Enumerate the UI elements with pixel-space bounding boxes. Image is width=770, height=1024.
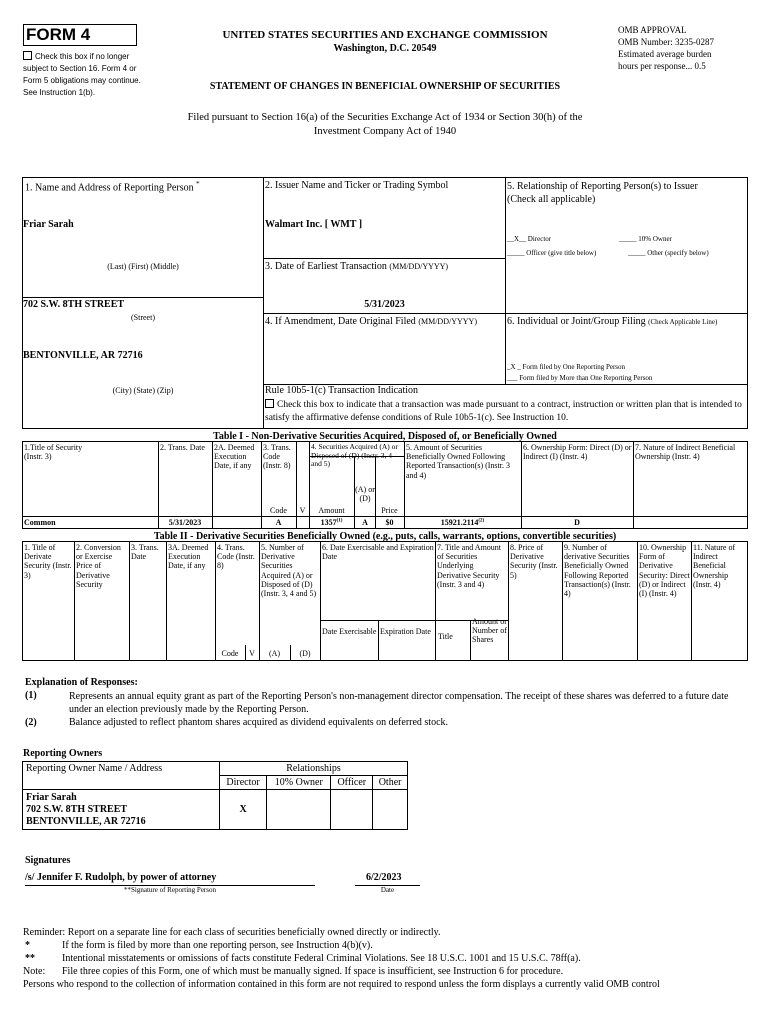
col-divider-2 (505, 177, 506, 384)
ro-col-officer: Officer (331, 776, 373, 790)
t1-sub-v: V (299, 506, 306, 515)
t1-row-date: 5/31/2023 (168, 518, 202, 527)
reporting-person-street: 702 S.W. 8TH STREET (23, 299, 125, 310)
director-option[interactable]: __X__ Director (507, 235, 552, 243)
t1-row-code: A (275, 518, 282, 527)
table1-top (22, 428, 748, 429)
signature-label: **Signature of Reporting Person (124, 886, 216, 894)
filed-pursuant-line-2: Investment Company Act of 1940 (313, 126, 457, 137)
form-title: FORM 4 (23, 24, 137, 46)
box3-top (263, 258, 506, 259)
ro-director-mark: X (220, 790, 267, 830)
statement-title: STATEMENT OF CHANGES IN BENEFICIAL OWNERSHIP OF SECURITIES (209, 81, 561, 92)
omb-hours: hours per response... 0.5 (618, 61, 706, 71)
table2-title: Table II - Derivative Securities Beneficially Owned (e.g., puts, calls, warrants, options, convertible securities) (153, 531, 617, 542)
table1-row-top (22, 516, 748, 517)
t2-h4: 4. Trans. Code (Instr. 8) (217, 543, 255, 571)
t1-row-form: D (574, 518, 580, 527)
agency-name: UNITED STATES SECURITIES AND EXCHANGE COMMISSION (222, 29, 548, 41)
t1-sub-amount: Amount (318, 506, 345, 515)
signature-date: 6/2/2023 (366, 872, 402, 883)
box6-label: 6. Individual or Joint/Group Filing (Check Applicable Line) (507, 316, 718, 327)
box2-label: 2. Issuer Name and Ticker or Trading Symbol (265, 180, 449, 191)
t1-row-ad: A (362, 518, 368, 527)
t2-h2: 2. Conversion or Exercise Price of Derivative Security (76, 543, 121, 589)
street-label: (Street) (131, 313, 155, 322)
table1-title: Table I - Non-Derivative Securities Acquired, Disposed of, or Beneficially Owned (213, 431, 557, 442)
ro-col-ten: 10% Owner (267, 776, 331, 790)
t1-row-title: Common (24, 518, 56, 527)
t2-h10: 10. Ownership Form of Derivative Security: Direct (D) or Indirect (I) (Instr. 4) (639, 543, 690, 598)
no-longer-subject-checkbox-text: Check this box if no longer subject to Section 16. Form 4 or Form 5 obligations may continue. See Instruction 1(b). (23, 52, 141, 97)
rule-10b5-1-checkbox[interactable] (265, 399, 274, 408)
t2-sub-exp: Expiration Date (380, 627, 431, 636)
t1-sub-ad: (A) or (D) (355, 485, 375, 504)
footer-n2: Intentional misstatements or omissions of facts constitute Federal Criminal Violations. See 18 U.S.C. 1001 and 15 U.S.C. 78ff(a). (62, 953, 581, 964)
footer-reminder: Reminder: Report on a separate line for each class of securities beneficially owned directly or indirectly. (23, 927, 441, 938)
explanation-2-text: Balance adjusted to reflect phantom shares acquired as dividend equivalents on deferred stock. (69, 717, 449, 728)
filed-by-more-option[interactable]: ___ Form filed by More than One Reporting Person (507, 374, 653, 382)
issuer-name: Walmart Inc. [ WMT ] (265, 219, 363, 230)
t1-h3: 3. Trans. Code (Instr. 8) (263, 443, 291, 471)
explanation-title: Explanation of Responses: (25, 677, 138, 688)
t1-row-price: $0 (385, 518, 394, 527)
t2-h7: 7. Title and Amount of Securities Underlying Derivative Security (Instr. 3 and 4) (437, 543, 502, 589)
box5-sub: (Check all applicable) (507, 194, 596, 205)
t1-h7: 7. Nature of Indirect Beneficial Ownership (Instr. 4) (635, 443, 736, 462)
t1-h6: 6. Ownership Form: Direct (D) or Indirect (I) (Instr. 4) (523, 443, 632, 462)
box5-label (507, 180, 745, 206)
ro-col-other: Other (373, 776, 408, 790)
rule-text: Check this box to indicate that a transaction was made pursuant to a contract, instruction or written plan that is intended to satisfy the affirmative defense conditions of Rule 10b5-1(c). See Instruction 10. (265, 400, 742, 423)
footer-n3-mark: Note: (23, 966, 46, 977)
ro-owner-street: 702 S.W. 8TH STREET (26, 803, 128, 815)
ro-col-relationships: Relationships (220, 762, 408, 776)
filed-pursuant-line-1: Filed pursuant to Section 16(a) of the Securities Exchange Act of 1934 or Section 30(h) of the (187, 112, 583, 123)
footer-n3: File three copies of this Form, one of which must be manually signed. If space is insufficient, see Instruction 6 for procedure. (62, 966, 564, 977)
reporting-owners-title: Reporting Owners (23, 748, 103, 759)
footer-last: Persons who respond to the collection of information contained in this form are not required to respond unless the form displays a currently valid OMB control (23, 979, 660, 990)
signature-signer: /s/ Jennifer F. Rudolph, by power of attorney (25, 872, 217, 883)
t1-h2: 2. Trans. Date (160, 443, 205, 452)
box5-title: 5. Relationship of Reporting Person(s) to Issuer (507, 181, 698, 192)
explanation-2-num: (2) (25, 717, 37, 728)
filed-by-one-option[interactable]: _X _ Form filed by One Reporting Person (507, 363, 626, 371)
t1-h5: 5. Amount of Securities Beneficially Owned Following Reported Transaction(s) (Instr. 3 and 4) (406, 443, 510, 480)
t1-row-owned: 15921.2114$^{(2)}$ (440, 518, 485, 527)
t1-h2a: 2A. Deemed Execution Date, if any (214, 443, 255, 471)
table2-top (22, 541, 748, 542)
omb-number: OMB Number: 3235-0287 (618, 37, 714, 47)
t1-row-amount: 1357$^{(1)}$ (320, 518, 343, 527)
t2-h11: 11. Nature of Indirect Beneficial Ownership (Instr. 4) (693, 543, 736, 589)
t2-h5: 5. Number of Derivative Securities Acquired (A) or Disposed of (D) (Instr. 3, 4 and 5) (261, 543, 317, 598)
t1-sub-code: Code (270, 506, 287, 515)
box4-top (263, 313, 748, 314)
date-label: Date (380, 886, 395, 894)
name-underline (23, 297, 263, 298)
filed-pursuant-text (100, 111, 670, 139)
footer-n2-mark: ** (25, 953, 35, 964)
other-option[interactable]: _____ Other (specify below) (628, 249, 709, 257)
ro-ten-empty (267, 790, 331, 830)
t2-sub-date-ex: Date Exercisable (322, 627, 377, 636)
t2-sub-code: Code (221, 649, 239, 658)
ten-pct-owner-option[interactable]: _____ 10% Owner (619, 235, 672, 243)
t1-h1: 1.Title of Security (Instr. 3) (24, 443, 83, 462)
table1-bottom (22, 528, 748, 529)
t1-h4: 4. Securities Acquired (A) or Disposed of (D) (Instr. 3, 4 and 5) (311, 442, 398, 469)
t2-h6: 6. Date Exercisable and Expiration Date (322, 543, 434, 562)
ro-officer-empty (331, 790, 373, 830)
t2-h1: 1. Title of Derivate Security (Instr. 3) (24, 543, 72, 580)
officer-option[interactable]: _____ Officer (give title below) (507, 249, 597, 257)
reporting-person-name: Friar Sarah (23, 219, 74, 230)
city-label: (City) (State) (Zip) (112, 386, 174, 395)
explanation-1-num: (1) (25, 690, 37, 701)
explanation-1-text: Represents an annual equity grant as part of the Reporting Person's non-management director compensation. The receipt of these shares was deferred to a future date under an election previously made by the Reporting Person. (69, 691, 729, 715)
agency-location: Washington, D.C. 20549 (333, 43, 437, 54)
table2-bottom (22, 660, 748, 661)
t2-sub-a: (A) (268, 649, 281, 658)
box3-label: 3. Date of Earliest Transaction (MM/DD/YYYY) (265, 261, 449, 272)
omb-burden: Estimated average burden (618, 49, 712, 59)
t2-sub-amount: Amount or Number of Shares (472, 617, 507, 645)
footer-n1: If the form is filed by more than one reporting person, see Instruction 4(b)(v). (62, 940, 373, 951)
ro-other-empty (373, 790, 408, 830)
reporting-owners-table (22, 761, 408, 830)
no-longer-subject-checkbox[interactable] (23, 51, 32, 60)
t2-sub-d: (D) (299, 649, 311, 658)
rule-title: Rule 10b5-1(c) Transaction Indication (265, 385, 419, 396)
reporting-person-city: BENTONVILLE, AR 72716 (23, 350, 143, 361)
ro-col-director: Director (220, 776, 267, 790)
t1-sub-price: Price (381, 506, 398, 515)
ro-owner-city: BENTONVILLE, AR 72716 (26, 815, 146, 827)
box4-label: 4. If Amendment, Date Original Filed (MM/DD/YYYY) (265, 316, 477, 327)
ro-owner-name: Friar Sarah (26, 791, 77, 803)
omb-approval-title: OMB APPROVAL (618, 25, 687, 35)
t2-h3a: 3A. Deemed Execution Date, if any (168, 543, 209, 571)
omb-approval (618, 24, 758, 72)
t2-sub-v: V (249, 649, 255, 658)
earliest-transaction-date: 5/31/2023 (364, 299, 405, 310)
box1-label: 1. Name and Address of Reporting Person * (25, 180, 200, 194)
t2-h9: 9. Number of derivative Securities Beneficially Owned Following Reported Transaction(s) (Instr. 4) (564, 543, 631, 598)
signatures-title: Signatures (25, 855, 71, 866)
name-parts-label: (Last) (First) (Middle) (107, 262, 179, 271)
t2-h3: 3. Trans. Date (131, 543, 159, 562)
ro-col-name: Reporting Owner Name / Address (23, 762, 220, 790)
footer-n1-mark: * (25, 940, 30, 951)
t2-sub-title: Title (438, 632, 453, 641)
top-box-border (22, 177, 748, 178)
t2-h8: 8. Price of Derivative Security (Instr. 5) (510, 543, 558, 580)
ro-owner-cell (23, 790, 220, 830)
right-border (747, 177, 748, 429)
